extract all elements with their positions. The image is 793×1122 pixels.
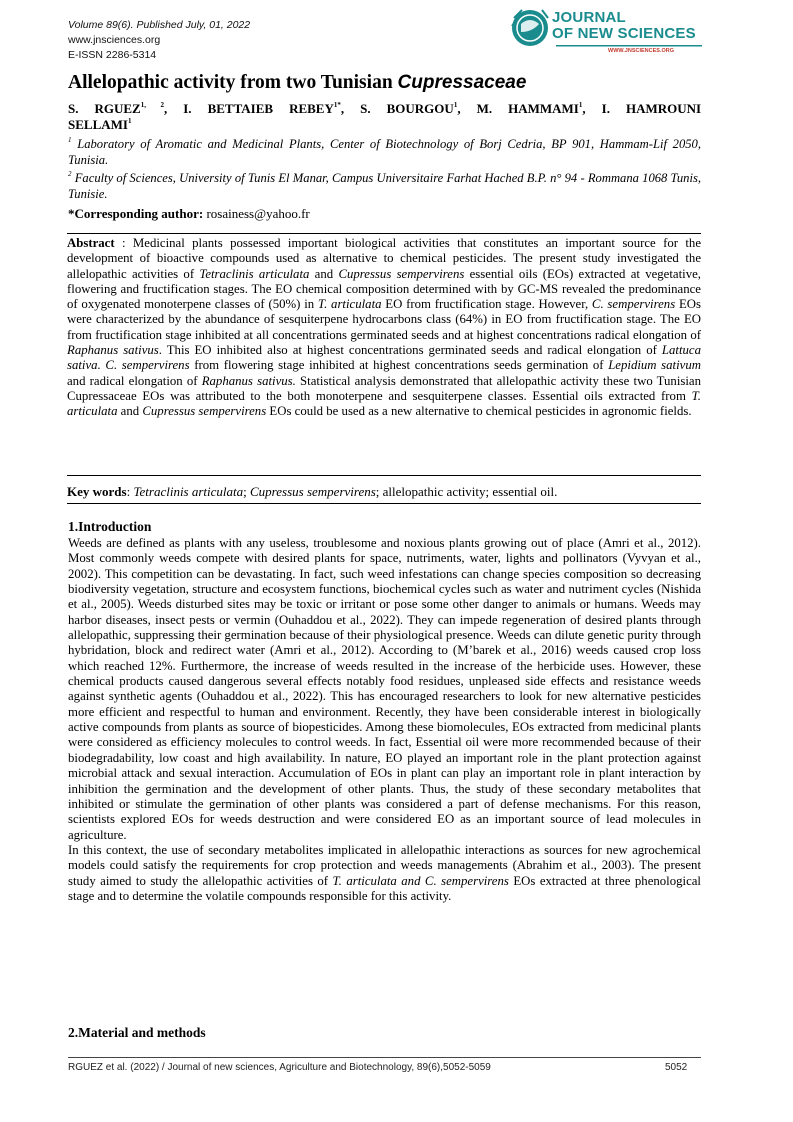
author: SELLAMI bbox=[68, 117, 128, 132]
author-sup: 1, 2 bbox=[140, 101, 164, 109]
corresponding-author bbox=[68, 206, 310, 222]
author-sup: 1* bbox=[333, 101, 341, 109]
author: M. HAMMAMI bbox=[476, 101, 579, 116]
author: I. HAMROUNI bbox=[601, 101, 702, 116]
title-italic: Cupressaceae bbox=[397, 72, 527, 93]
paper-title bbox=[68, 72, 526, 94]
author-list: S. RGUEZ$^{1, 2}$, I. BETTAIEB $REBEY^{1*}$, S. BOURGOU$^1$, M. HAMMAMI$^1$, I. HAMROUNI bbox=[68, 101, 702, 116]
logo-url: WWW.JNSCIENCES.ORG bbox=[608, 48, 675, 54]
corresponding-email[interactable]: rosainess@yahoo.fr bbox=[206, 206, 310, 221]
author-list-continued bbox=[68, 117, 131, 133]
section-heading-introduction: 1.Introduction bbox=[68, 519, 152, 534]
logo-line-1: JOURNAL bbox=[552, 9, 626, 26]
author-sup: 1 bbox=[578, 101, 583, 109]
author: S. BOURGOU bbox=[360, 101, 454, 116]
abstract-label: Abstract bbox=[67, 236, 115, 250]
title-main: Allelopathic activity from two Tunisian bbox=[68, 72, 398, 93]
section-heading-methods: 2.Material and methods bbox=[68, 1025, 206, 1040]
affiliation-1: $^1$ Laboratory of Aromatic and Medicinal Plants, Center of Biotechnology of Borj Cedria, BP 901, Hammam-Lif 2050, Tunisia. bbox=[68, 136, 701, 167]
author-sup: 1 bbox=[453, 101, 458, 109]
corresponding-label: *Corresponding author: bbox=[68, 206, 204, 221]
logo-wordmark bbox=[552, 10, 696, 42]
affiliation-2: $^2$ Faculty of Sciences, University of Tunis El Manar, Campus Universitaire Farhat Hached B.P. n° 94 - Rommana 1068 Tunis, Tunisie. bbox=[68, 170, 702, 201]
keywords-label: Key words bbox=[67, 484, 127, 499]
author: I. BETTAIEB REBEY bbox=[183, 101, 334, 116]
footer-divider bbox=[68, 1057, 701, 1058]
journal-meta bbox=[68, 18, 250, 63]
logo-line-2: OF NEW SCIENCES bbox=[552, 25, 696, 42]
author-sup: 1 bbox=[127, 117, 132, 125]
keywords: Key words: Tetraclinis articulata; Cupressus sempervirens; allelopathic activity; essential oil. bbox=[67, 484, 701, 504]
paragraph: Weeds are defined as plants with any useless, troublesome and noxious plants growing out of place (Amri et al., 2012). Most commonly weeds compete with desired plants for space, nutriments, water, lights and pollinators (Vyvyan et al., 2002). This competition can be devastating. In fact, such weed infestations can change species composition so decreasing biodiversity vegetation, structure and ecosystem functions, biochemical cycles such as water and nutriment cycles (Nishida et al., 2005). Weeds disturbed sites may be toxic or irritant or pose some other danger to animals or humans. Weeds may harbor diseases, insect pests or vermin (Ouhaddou et al., 2022). They can impede regeneration of desired plants through allelopathic, suppressing their germination because of their physiological presence. Weeds can dilute genetic purity through hybridation, block and redirect water (Amri et al., 2012). According to (M’barek et al., 2016) weeds caused crop loss which reached 12%. Furthermore, the increase of weeds resulted in the increase of the herbicide uses. However, these chemical products caused dangerous several effects notably food residues, unpleased side effects and resistance weeds against synthetic agents (Ouhaddou et al., 2022). This has encouraged researchers to look for new alternative pesticides more efficient and respectful to human and environment. Recently, they have been considerable interest in biologically active compounds from plants as source of biopesticides. Among these biomolecules, EOs extracted from medicinal plants were considered as efficiency molecules to control weeds. In fact, Essential oil were more recommended because of their biodegradability, low coast and high availability. In nature, EO played an important role in the plant protection against microbial attack and sexual interaction. Accumulation of EOs in plant can play an important role in plant interaction by inhibition the germination and the development of other plants. Thus, the study of these secondary metabolites that inhibited or stimulate the germination of other plants was considered a part of defense mechanisms. For this reason, scientists explored EOs for weeds destruction and were considered EO as an important source of lead molecules in agriculture. bbox=[68, 536, 701, 842]
introduction-body bbox=[68, 536, 701, 904]
abstract-block: Abstract : Medicinal plants possessed important biological activities that constitutes an important source for the development of bioactive compounds used as alternative to chemical pesticides. The present study investigated the allelopathic activities of Tetraclinis articulata and Cupressus sempervirens essential oils (EOs) extracted at vegetative, flowering and fructification stages. The EO chemical composition determined with by GC-MS revealed the predominance of oxygenated monoterpene classes of (50%) in T. articulata EO from fructification stage. However, C. sempervirens EOs were characterized by the abundance of sesquiterpene hydrocarbons class (64%) in EO from fructification stage. The EO from fructification stage inhibited at all concentrations germinated seeds and at highest concentrations radical elongation of Raphanus sativus. This EO inhibited also at highest concentrations germinated seeds and radical elongation of Lattuca sativa. C. sempervirens from flowering stage inhibited at highest concentrations seeds germination of Lepidium sativum and radical elongation of Raphanus sativus. Statistical analysis demonstrated that allelopathic activity these two Tunisian Cupressaceae EOs was attributed to the both monoterpene and sesquiterpene classes. Essential oils extracted from T. articulata and Cupressus sempervirens EOs could be used as a new alternative to chemical pesticides in agronomic fields. bbox=[67, 233, 701, 476]
footer-citation: RGUEZ et al. (2022) / Journal of new sciences, Agriculture and Biotechnology, 89(6),5052-5059 bbox=[68, 1062, 491, 1073]
issn: E-ISSN 2286-5314 bbox=[68, 49, 157, 61]
paragraph: In this context, the use of secondary metabolites implicated in allelopathic interactions as sources for new agrochemical models could satisfy the requirements for crop protection and weeds managements (Abrahim et al., 2003). The present study aimed to study the allelopathic activities of T. articulata and C. sempervirens EOs extracted at three phenological stage and to determine the volatile compounds responsible for this activity. bbox=[68, 842, 701, 903]
volume-info: Volume 89(6). Published July, 01, 2022 bbox=[68, 19, 251, 31]
page-number: 5052 bbox=[665, 1062, 688, 1073]
author: S. RGUEZ bbox=[68, 101, 141, 116]
journal-website: www.jnsciences.org bbox=[68, 34, 161, 46]
